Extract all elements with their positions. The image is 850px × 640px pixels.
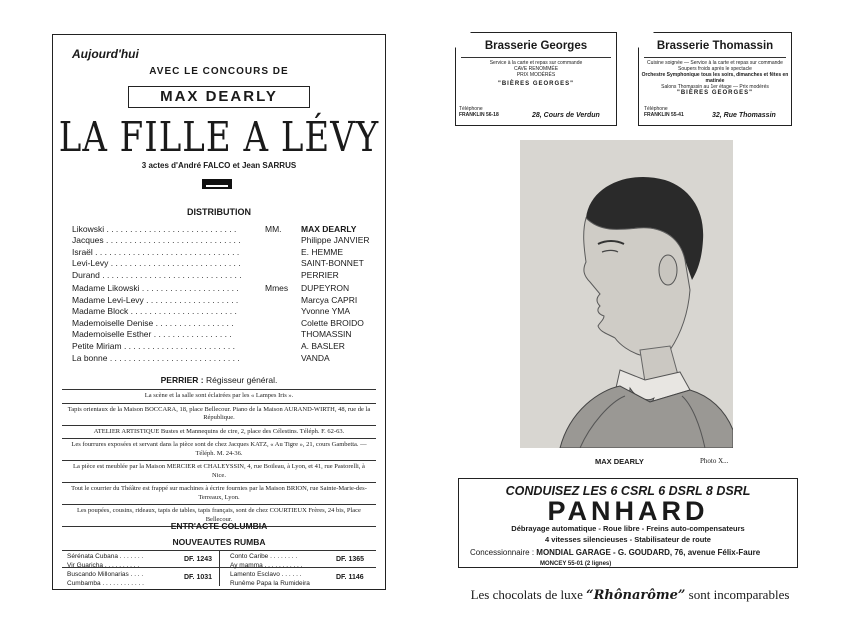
cast-actor: Marcya CAPRI bbox=[301, 294, 358, 305]
record-title: Buscando Millonarias . . . . bbox=[67, 571, 144, 578]
cast-row bbox=[72, 270, 262, 282]
record-title: Conto Caribe . . . . . . . . bbox=[230, 553, 298, 560]
notice-item: La pièce est meublée par la Maison MERCIER et CHALEYSSIN, 4, rue Boileau, à Lyon, et 41, rue Pastorelli, à Nice. bbox=[62, 460, 376, 482]
cast-role: Durand . . . . . . . . . . . . . . . . . . . . . . . . . . . . . . bbox=[72, 269, 242, 280]
cast-actor: Colette BROIDO bbox=[301, 317, 364, 328]
record-title: Vir Guaricha . . . . . . . . . . bbox=[67, 561, 140, 569]
cast-role: Petite Miriam . . . . . . . . . . . . . . . . . . . . . . . . bbox=[72, 341, 235, 351]
panhard-models: CONDUISEZ LES 6 CSRL 6 DSRL 8 DSRL bbox=[505, 484, 751, 498]
cast-actor: PERRIER bbox=[301, 269, 339, 280]
cast-prefix: MM. bbox=[265, 224, 282, 234]
slogan-suffix: sont incomparables bbox=[688, 587, 790, 602]
record-title: Runême Papa la Rumideira bbox=[230, 579, 310, 587]
notice-item: Les poupées, cousins, rideaux, tapis de tables, tapis français, sont de chez COURTIEUX Frères, 24 bis, Place Bellecour. bbox=[62, 504, 376, 527]
ad-thomassin-tel bbox=[644, 106, 684, 118]
cast-actor: Yvonne YMA bbox=[301, 306, 350, 317]
distribution-heading: DISTRIBUTION bbox=[187, 207, 251, 217]
notice-item: Les fourrures exposées et servant dans la pièce sont de chez Jacques KATZ, « Au Tigre », 21, cours Gambetta. — Téléph. M. 24-36. bbox=[62, 438, 376, 460]
record-number: DF. 1031 bbox=[184, 574, 213, 581]
ad-tel-label: Téléphone bbox=[459, 106, 483, 112]
ad-tel-number: FRANKLIN 55-41 bbox=[644, 112, 684, 118]
notice-item: ATELIER ARTISTIQUE Bustes et Mannequins de cire, 2, place des Célestins. Téléph. F. 62-63. bbox=[62, 425, 376, 439]
cast-role: Jacques . . . . . . . . . . . . . . . . . . . . . . . . . . . . . bbox=[72, 235, 241, 246]
cast-role: Levi-Levy . . . . . . . . . . . . . . . . . . . . . . . . . . . . bbox=[72, 258, 241, 269]
today-label: Aujourd'hui bbox=[72, 47, 139, 61]
cast-actor: A. BASLER bbox=[301, 341, 345, 351]
cast-role: Mademoiselle Esther . . . . . . . . . . . . . . . . . bbox=[72, 329, 232, 340]
avec-label: AVEC LE CONCOURS DE bbox=[149, 66, 289, 77]
cast-row bbox=[72, 283, 262, 295]
record-title: Lamento Esclavo . . . . . . bbox=[230, 571, 302, 578]
cast-row bbox=[72, 258, 262, 270]
photo-credit: Photo X... bbox=[700, 457, 729, 465]
regisseur-role: Régisseur général. bbox=[206, 375, 278, 385]
ad-thomassin-rule bbox=[644, 57, 786, 58]
panhard-features-1: Débrayage automatique - Roue libre - Freins auto-compensateurs bbox=[511, 524, 745, 533]
records-center-divider bbox=[219, 550, 220, 586]
entracte-title: ENTR'ACTE COLUMBIA bbox=[170, 521, 268, 531]
ad-line: PRIX MODÉRÉS bbox=[516, 72, 556, 78]
record-titles bbox=[230, 553, 302, 570]
cast-row bbox=[72, 353, 262, 365]
cast-role: Likowski . . . . . . . . . . . . . . . . . . . . . . . . . . . . bbox=[72, 224, 237, 234]
panhard-brand: PANHARD bbox=[547, 496, 709, 526]
star-name-box: MAX DEARLY bbox=[128, 86, 310, 108]
ad-thomassin-address: 32, Rue Thomassin bbox=[712, 112, 776, 119]
cast-actor: DUPEYRON bbox=[301, 283, 350, 293]
cast-actor: VANDA bbox=[301, 352, 330, 363]
record-number: DF. 1243 bbox=[184, 556, 213, 563]
divider-ornament bbox=[202, 179, 232, 189]
rumba-title: NOUVEAUTES RUMBA bbox=[172, 537, 266, 547]
regisseur-line bbox=[52, 375, 386, 385]
ad-georges-name: Brasserie Georges bbox=[484, 40, 588, 52]
record-title: Ay mamma . . . . . . . . . . . bbox=[230, 561, 303, 569]
cast-prefix: Mmes bbox=[265, 283, 289, 293]
record-title: Cumbamba . . . . . . . . . . . . bbox=[67, 579, 144, 587]
ad-georges-rule bbox=[461, 57, 611, 58]
cast-actor: THOMASSIN bbox=[301, 329, 352, 340]
cast-role: Israël . . . . . . . . . . . . . . . . . . . . . . . . . . . . . . . bbox=[72, 246, 240, 257]
panhard-phone: MONCEY 55-01 (2 lignes) bbox=[540, 561, 612, 567]
ad-line: Service à la carte et repas sur commande bbox=[489, 60, 583, 66]
record-titles bbox=[67, 571, 144, 588]
panhard-dealer bbox=[470, 548, 760, 557]
portrait-sketch bbox=[520, 140, 733, 448]
play-authors: 3 actes d'André FALCO et Jean SARRUS bbox=[141, 161, 297, 170]
slogan-brand: “Rhônarôme” bbox=[586, 588, 686, 603]
cast-row bbox=[72, 306, 262, 318]
notice-item: La scène et la salle sont éclairées par les « Lampes Iris ». bbox=[62, 389, 376, 403]
ad-thomassin-bieres: "BIÈRES GEORGES" bbox=[676, 90, 754, 96]
cast-role: Mademoiselle Denise . . . . . . . . . . . . . . . . . bbox=[72, 317, 234, 328]
cast-row bbox=[72, 247, 262, 259]
ad-georges-bieres: "BIÈRES GEORGES" bbox=[497, 81, 575, 87]
cast-role: Madame Levi-Levy . . . . . . . . . . . . . . . . . . . . bbox=[72, 294, 239, 305]
panhard-dealer-value: MONDIAL GARAGE - G. GOUDARD, 76, avenue Félix-Faure bbox=[536, 548, 761, 557]
cast-actor: MAX DEARLY bbox=[301, 224, 357, 234]
ad-line: Soupers froids après le spectacle bbox=[678, 66, 752, 72]
record-titles bbox=[230, 571, 310, 588]
slogan-prefix: Les chocolats de luxe bbox=[470, 587, 583, 602]
cast-row bbox=[72, 224, 262, 236]
play-title: LA FILLE A LÉVY bbox=[58, 114, 380, 162]
panhard-dealer-label: Concessionnaire : bbox=[470, 548, 535, 557]
cast-actor: SAINT-BONNET bbox=[301, 258, 364, 269]
ad-line: Cuisine soignée — Service à la carte et repas sur commande bbox=[647, 60, 783, 66]
record-titles bbox=[67, 553, 143, 570]
ad-tel-label: Téléphone bbox=[644, 106, 668, 112]
portrait-drawing bbox=[520, 140, 733, 448]
ad-thomassin-details bbox=[638, 60, 792, 90]
regisseur-name: PERRIER : bbox=[160, 375, 204, 385]
cast-actor: E. HEMME bbox=[301, 246, 344, 257]
ad-georges-address: 28, Cours de Verdun bbox=[532, 112, 600, 119]
ad-line: CAVE RENOMMÉE bbox=[513, 66, 559, 72]
cast-role: La bonne . . . . . . . . . . . . . . . . . . . . . . . . . . . . bbox=[72, 352, 240, 363]
ad-georges-tel bbox=[459, 106, 499, 118]
record-number: DF. 1146 bbox=[336, 574, 364, 581]
divider-ornament-stripe bbox=[206, 185, 228, 187]
notice-item: Tout le courrier du Théâtre est frappé sur machines à écrire fournies par la Maison BRION, rue Sainte-Marie-des-Terreaux, Lyon. bbox=[62, 482, 376, 504]
record-number: DF. 1365 bbox=[336, 556, 365, 563]
ad-tel-number: FRANKLIN 56-18 bbox=[459, 112, 499, 118]
notice-item: Tapis orientaux de la Maison BOCCARA, 18, place Bellecour. Piano de la Maison AURAND-WIRTH, 48, rue de la République. bbox=[62, 403, 376, 425]
chocolate-slogan bbox=[450, 587, 810, 603]
cast-actor: Philippe JANVIER bbox=[301, 235, 370, 246]
panhard-features-2: 4 vitesses silencieuses - Stabilisateur de route bbox=[545, 535, 711, 544]
cast-role: Madame Likowski . . . . . . . . . . . . . . . . . . . . . bbox=[72, 283, 239, 293]
cast-row bbox=[72, 295, 262, 307]
notices-block bbox=[62, 389, 376, 527]
ad-line: Salons Thomassin au 1er étage — Prix modérés bbox=[661, 84, 769, 90]
ad-line: Orchestre Symphonique tous les soirs, dimanches et fêtes en matinée bbox=[641, 72, 789, 84]
cast-row bbox=[72, 318, 262, 330]
cast-row bbox=[72, 341, 262, 353]
record-title: Sérénata Cubana . . . . . . . bbox=[67, 553, 144, 560]
cast-role: Madame Block . . . . . . . . . . . . . . . . . . . . . . . bbox=[72, 306, 237, 317]
cast-row bbox=[72, 235, 262, 247]
cast-row bbox=[72, 329, 262, 341]
ad-thomassin-name: Brasserie Thomassin bbox=[656, 40, 774, 52]
ad-georges-details bbox=[455, 60, 617, 78]
portrait-caption: MAX DEARLY bbox=[595, 457, 644, 466]
